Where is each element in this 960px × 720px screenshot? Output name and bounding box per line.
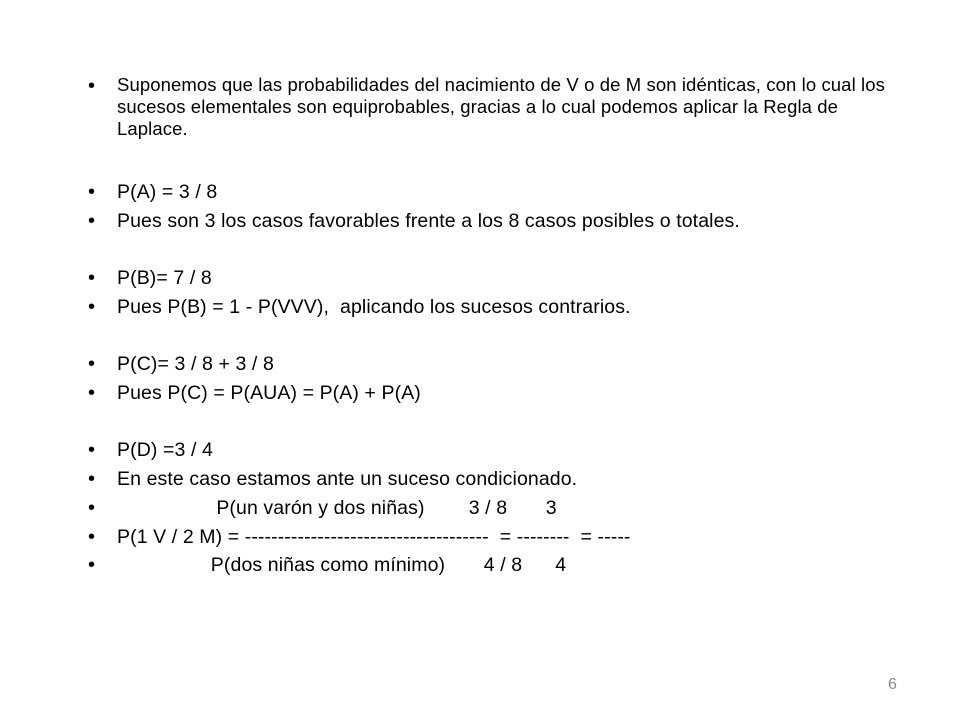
pc-text: P(C)= 3 / 8 + 3 / 8 [117,353,274,375]
bullet-dot: • [88,468,96,490]
intro-text: Suponemos que las probabilidades del nacimiento de V o de M son idénticas, con lo cual los sucesos elementales son equiprobables, gracias a lo cual podemos aplicar la Regla de Laplace. [117,74,885,139]
formula-numerator-text: P(un varón y dos niñas) 3 / 8 3 [117,497,557,519]
bullet-dot: • [88,267,96,289]
bullet-dot: • [88,497,96,519]
bullet-dot: • [88,382,96,404]
bullet-dot: • [88,439,96,461]
pa-text: P(A) = 3 / 8 [117,181,218,203]
pd-reason-text: En este caso estamos ante un suceso condicionado. [117,468,578,490]
pc-reason-text: Pues P(C) = P(AUA) = P(A) + P(A) [117,382,421,404]
bullet-dot: • [88,181,96,203]
bullet-dot: • [88,554,96,576]
formula-main-text: P(1 V / 2 M) = ------------------------------------- = -------- = ----- [117,526,631,548]
page-number: 6 [888,676,897,693]
formula-denominator-text: P(dos niñas como mínimo) 4 / 8 4 [117,554,567,576]
pb-text: P(B)= 7 / 8 [117,267,212,289]
pb-reason-text: Pues P(B) = 1 - P(VVV), aplicando los sucesos contrarios. [117,296,631,318]
pd-text: P(D) =3 / 4 [117,439,213,461]
bullet-dot: • [88,353,96,375]
bullet-dot: • [88,210,96,232]
bullet-dot: • [88,296,96,318]
pa-reason-text: Pues son 3 los casos favorables frente a los 8 casos posibles o totales. [117,210,740,232]
bullet-dot: • [88,75,96,97]
bullet-dot: • [88,526,96,548]
